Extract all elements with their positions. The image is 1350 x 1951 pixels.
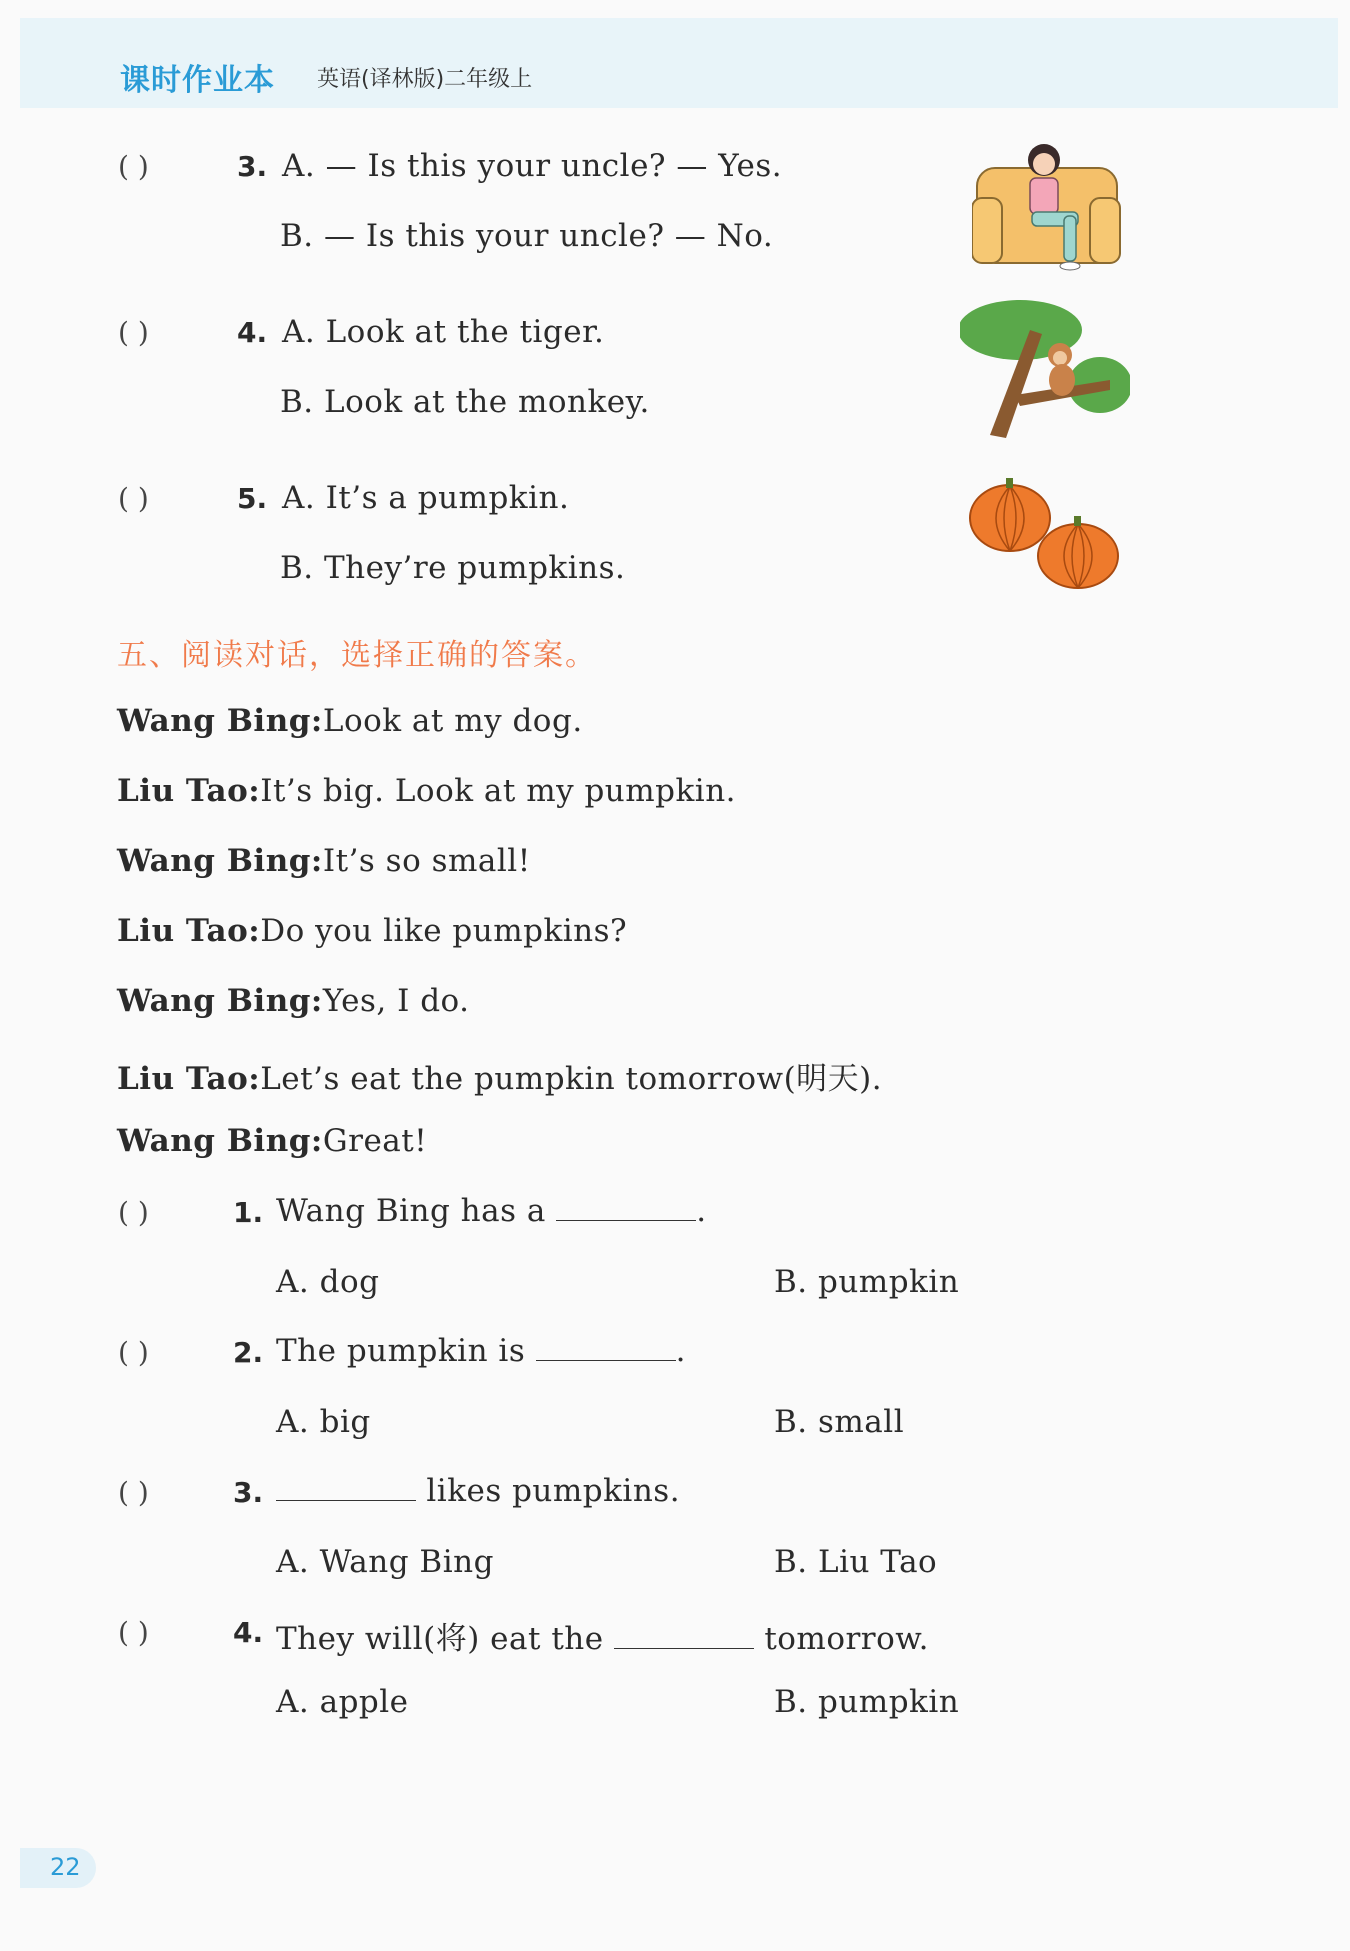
- option-a: A. Look at the tiger.: [282, 314, 605, 350]
- speaker-name: Liu Tao:: [117, 1061, 261, 1097]
- answer-paren[interactable]: ( ): [118, 316, 149, 349]
- dialogue-line: [117, 1053, 882, 1098]
- woman-on-sofa-illustration: [972, 138, 1122, 273]
- question-number: 2.: [233, 1336, 264, 1369]
- question-tail: likes pumpkins.: [426, 1473, 681, 1509]
- speaker-name: Wang Bing:: [117, 843, 323, 879]
- dialogue-text: Great!: [322, 1123, 428, 1159]
- option-a: A. apple: [276, 1684, 409, 1720]
- question-number: 4.: [233, 1616, 264, 1649]
- speaker-name: Wang Bing:: [117, 703, 323, 739]
- option-b: B. Liu Tao: [774, 1544, 938, 1580]
- dialogue-line: [117, 1123, 427, 1159]
- dialogue-line: [117, 913, 627, 949]
- question-text: [276, 1193, 707, 1229]
- question-number: 5.: [237, 482, 268, 515]
- question-text: [276, 1333, 686, 1369]
- option-a: A. It’s a pumpkin.: [282, 480, 570, 516]
- option-b: B. They’re pumpkins.: [280, 550, 626, 586]
- option-b: B. Look at the monkey.: [280, 384, 650, 420]
- section-title: 五、阅读对话，选择正确的答案。: [117, 638, 597, 673]
- option-a: A. Wang Bing: [276, 1544, 494, 1580]
- dialogue-text: Let’s eat the pumpkin tomorrow(明天).: [260, 1061, 883, 1097]
- question-stem: The pumpkin is: [276, 1333, 526, 1369]
- monkey-in-tree-illustration: [960, 300, 1130, 440]
- question-text: [276, 1613, 929, 1658]
- dialogue-line: [117, 983, 470, 1019]
- answer-paren[interactable]: ( ): [118, 1616, 149, 1649]
- dialogue-text: It’s big. Look at my pumpkin.: [260, 773, 737, 809]
- question-tail: tomorrow.: [764, 1621, 930, 1657]
- speaker-name: Liu Tao:: [117, 913, 261, 949]
- dialogue-text: Do you like pumpkins?: [260, 913, 628, 949]
- option-b: B. pumpkin: [774, 1264, 960, 1300]
- page-number-tab: [20, 1848, 96, 1888]
- question-tail: .: [696, 1193, 707, 1229]
- option-a: A. big: [276, 1404, 371, 1440]
- question-stem: They will(将) eat the: [276, 1621, 604, 1657]
- question-text: [276, 1473, 680, 1509]
- dialogue-text: Yes, I do.: [322, 983, 470, 1019]
- subject-label: 英语(译林版)二年级上: [317, 67, 533, 92]
- answer-blank[interactable]: [556, 1194, 696, 1221]
- speaker-name: Liu Tao:: [117, 773, 261, 809]
- question-stem: Wang Bing has a: [276, 1193, 546, 1229]
- page-number: 22: [50, 1853, 81, 1881]
- dialogue-line: [117, 773, 736, 809]
- question-number: 3.: [237, 150, 268, 183]
- question-tail: .: [675, 1333, 686, 1369]
- dialogue-text: Look at my dog.: [322, 703, 583, 739]
- question-number: 4.: [237, 316, 268, 349]
- brand-title: 课时作业本: [120, 63, 275, 98]
- dialogue-line: [117, 703, 583, 739]
- option-b: B. pumpkin: [774, 1684, 960, 1720]
- answer-paren[interactable]: ( ): [118, 482, 149, 515]
- answer-paren[interactable]: ( ): [118, 1196, 149, 1229]
- option-b: B. — Is this your uncle? — No.: [280, 218, 774, 254]
- answer-paren[interactable]: ( ): [118, 1336, 149, 1369]
- option-a: A. — Is this your uncle? — Yes.: [282, 148, 783, 184]
- speaker-name: Wang Bing:: [117, 983, 323, 1019]
- two-pumpkins-illustration: [968, 478, 1123, 593]
- question-number: 3.: [233, 1476, 264, 1509]
- answer-paren[interactable]: ( ): [118, 150, 149, 183]
- dialogue-line: [117, 843, 531, 879]
- answer-blank[interactable]: [536, 1334, 676, 1361]
- speaker-name: Wang Bing:: [117, 1123, 323, 1159]
- question-number: 1.: [233, 1196, 264, 1229]
- answer-blank[interactable]: [276, 1474, 416, 1501]
- dialogue-text: It’s so small!: [322, 843, 531, 879]
- option-b: B. small: [774, 1404, 905, 1440]
- answer-blank[interactable]: [614, 1622, 754, 1649]
- answer-paren[interactable]: ( ): [118, 1476, 149, 1509]
- option-a: A. dog: [276, 1264, 380, 1300]
